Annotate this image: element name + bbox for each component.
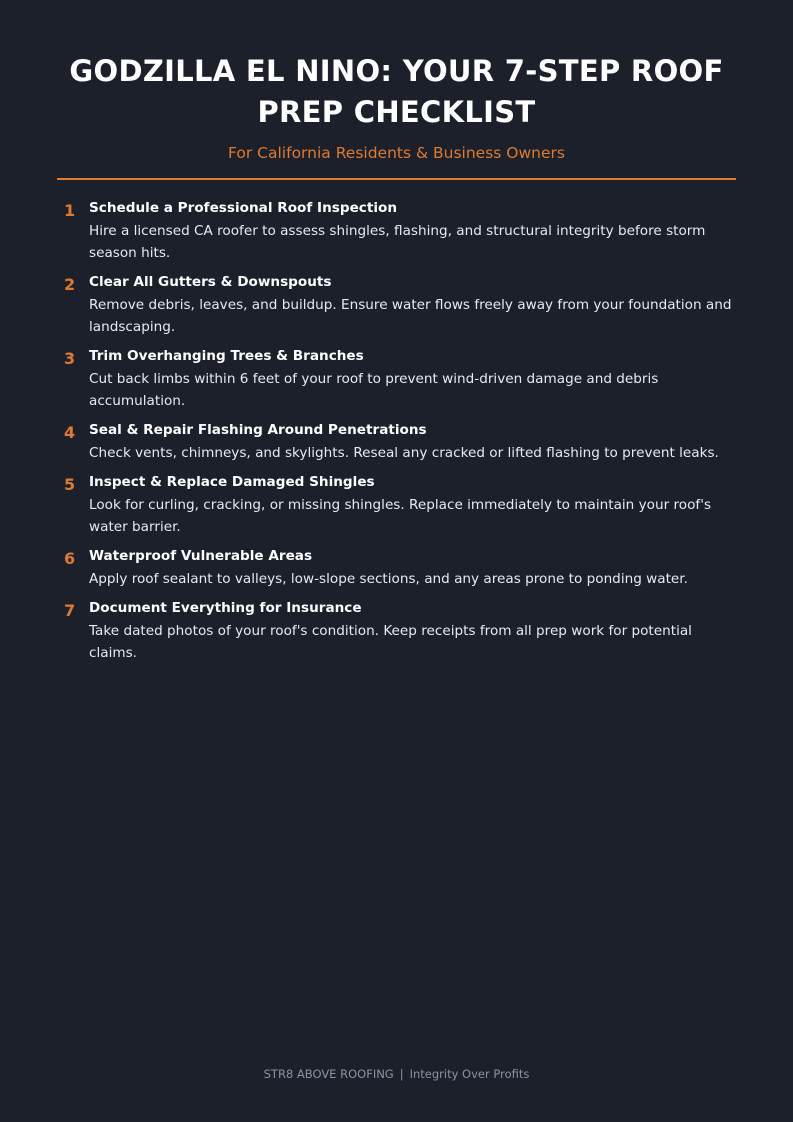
step-number: 7 (64, 601, 76, 620)
step-description: Hire a licensed CA roofer to assess shingles, flashing, and structural integrity before storm season hits. (89, 223, 706, 261)
step-number: 6 (64, 549, 76, 568)
step-number: 5 (64, 475, 76, 494)
checklist-step (57, 346, 736, 412)
step-description: Apply roof sealant to valleys, low-slope sections, and any areas prone to ponding water. (89, 571, 688, 587)
checklist-document (57, 0, 736, 672)
footer-company: STR8 ABOVE ROOFING (263, 1067, 394, 1081)
step-number: 1 (64, 201, 76, 220)
checklist-step (57, 546, 736, 590)
footer-separator: | (399, 1067, 404, 1081)
step-title: Schedule a Professional Roof Inspection (89, 200, 398, 216)
step-title: Inspect & Replace Damaged Shingles (89, 474, 375, 490)
step-title: Document Everything for Insurance (89, 600, 362, 616)
step-title: Waterproof Vulnerable Areas (89, 548, 313, 564)
step-title: Trim Overhanging Trees & Branches (89, 348, 364, 364)
checklist-step (57, 272, 736, 338)
header-divider (57, 178, 736, 180)
step-title: Seal & Repair Flashing Around Penetrations (89, 422, 427, 438)
step-description: Take dated photos of your roof's condition. Keep receipts from all prep work for potential claims. (89, 623, 692, 661)
step-description: Look for curling, cracking, or missing shingles. Replace immediately to maintain your roof's water barrier. (89, 497, 712, 535)
step-number: 3 (64, 349, 76, 368)
step-number: 4 (64, 423, 76, 442)
step-number: 2 (64, 275, 76, 294)
checklist-steps (57, 198, 736, 664)
checklist-step (57, 472, 736, 538)
step-title: Clear All Gutters & Downspouts (89, 274, 332, 290)
page-subtitle: For California Residents & Business Owners (228, 144, 565, 162)
step-description: Check vents, chimneys, and skylights. Reseal any cracked or lifted flashing to prevent leaks. (89, 445, 719, 461)
step-description: Remove debris, leaves, and buildup. Ensure water flows freely away from your foundation and landscaping. (89, 297, 732, 335)
step-description: Cut back limbs within 6 feet of your roof to prevent wind-driven damage and debris accumulation. (89, 371, 659, 409)
footer-tagline: Integrity Over Profits (409, 1067, 530, 1081)
page-footer (0, 1066, 793, 1082)
checklist-step (57, 420, 736, 464)
checklist-step (57, 198, 736, 264)
checklist-step (57, 598, 736, 664)
page-title: GODZILLA EL NINO: YOUR 7-STEP ROOF PREP CHECKLIST (69, 54, 724, 129)
